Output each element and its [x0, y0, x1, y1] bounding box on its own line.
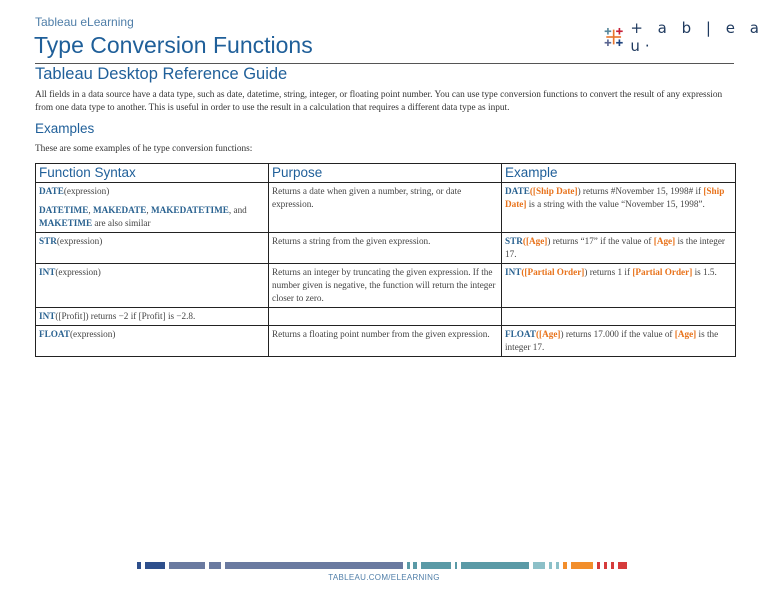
table-header-row: [36, 164, 736, 183]
purpose-cell: Returns a floating point number from the given expression.: [269, 326, 502, 357]
intro-paragraph: All fields in a data source have a data type, such as date, datetime, string, integer, or floating point number. You can use type conversion functions to convert the result of any expression from one data type to another. This is useful in order to use the result in a calculation that requires a different data type as input.: [35, 90, 723, 113]
example-cell: [502, 326, 736, 357]
example-text: ) returns 17.000 if the value of: [560, 329, 675, 339]
table-row-float: [36, 326, 736, 357]
footer-bar-segment: [421, 562, 451, 569]
example-field: [Age]: [653, 236, 676, 246]
header-example: Example: [502, 164, 736, 183]
syntax-cell: [36, 183, 269, 233]
example-cell: [502, 308, 736, 326]
footer-bar-segment: [461, 562, 529, 569]
example-cell: [502, 264, 736, 308]
function-arg: (expression): [56, 236, 103, 246]
syntax-cell: [36, 326, 269, 357]
footer-bar-segment: [604, 562, 607, 569]
example-field: [Ship Date]: [532, 186, 578, 196]
example-cell: [502, 233, 736, 264]
similar-function: DATETIME: [39, 205, 89, 215]
footer-bar-segment: [549, 562, 552, 569]
footer-bar-segment: [225, 562, 403, 569]
example-text: is 1.5.: [692, 267, 717, 277]
purpose-cell: Returns an integer by truncating the given expression. If the number given is negative, the function will return the integer closer to zero.: [269, 264, 502, 308]
example-field: [Partial Order]: [632, 267, 693, 277]
function-arg: (expression): [69, 329, 116, 339]
tableau-wordmark: + a b | e a u·: [630, 19, 764, 55]
example-paren: (: [535, 329, 540, 339]
example-paren: (: [521, 267, 525, 277]
table-row-int-example: [36, 308, 736, 326]
example-text: ) returns “17” if the value of: [547, 236, 654, 246]
examples-heading: Examples: [35, 121, 95, 136]
footer-bar-segment: [455, 562, 457, 569]
title-divider: [35, 63, 734, 64]
footer-bar-segment: [169, 562, 205, 569]
example-field: [Age]: [539, 329, 561, 339]
table-row-date: [36, 183, 736, 233]
purpose-cell: [269, 308, 502, 326]
example-function: INT: [505, 267, 522, 277]
separator: ,: [146, 205, 151, 215]
page-title: Type Conversion Functions: [34, 32, 313, 58]
syntax-cell: [36, 233, 269, 264]
footer-bar-segment: [145, 562, 165, 569]
example-text: is a string with the value “November 15, 1998”.: [526, 199, 705, 209]
footer-bar-segment: [209, 562, 221, 569]
example-text: ) returns #November 15, 1998# if: [577, 186, 704, 196]
example-text: ) returns 1 if: [584, 267, 633, 277]
footer-bar-segment: [563, 562, 567, 569]
footer-bar-segment: [618, 562, 627, 569]
footer-bar-segment: [137, 562, 141, 569]
subtitle: Tableau Desktop Reference Guide: [35, 65, 288, 83]
footer-elearning-link[interactable]: TABLEAU.COM/ELEARNING: [328, 573, 440, 582]
eyebrow-label: Tableau eLearning: [35, 15, 134, 29]
example-field: [Ship Date]: [505, 186, 725, 209]
function-name: DATE: [39, 186, 64, 196]
function-name: INT: [39, 267, 56, 277]
header-purpose: Purpose: [269, 164, 502, 183]
footer-bar-segment: [533, 562, 545, 569]
example-paren: (: [522, 236, 526, 246]
tableau-logo-icon: [603, 24, 624, 50]
separator: , and: [228, 205, 247, 215]
function-example-text: ([Profit]) returns −2 if [Profit] is −2.8.: [55, 311, 196, 321]
table-row-str: [36, 233, 736, 264]
purpose-cell: Returns a string from the given expression.: [269, 233, 502, 264]
syntax-cell: [36, 264, 269, 308]
function-name: FLOAT: [39, 329, 70, 339]
function-arg: (expression): [55, 267, 101, 277]
examples-lead: These are some examples of he type conversion functions:: [35, 144, 253, 154]
footer-bar-segment: [556, 562, 559, 569]
footer-bar-segment: [413, 562, 417, 569]
example-function: FLOAT: [505, 329, 536, 339]
example-field: [Partial Order]: [524, 267, 585, 277]
separator: ,: [88, 205, 93, 215]
similar-note: are also similar: [92, 218, 151, 228]
function-arg: (expression): [63, 186, 110, 196]
similar-function: MAKEDATETIME: [150, 205, 229, 215]
similar-function: MAKETIME: [39, 218, 93, 228]
example-paren: (: [529, 186, 533, 196]
example-text: is the integer 17.: [505, 329, 719, 352]
example-function: STR: [505, 236, 523, 246]
syntax-cell: [36, 308, 269, 326]
footer-bar-segment: [571, 562, 593, 569]
example-text: is the integer 17.: [505, 236, 725, 259]
similar-function: MAKEDATE: [92, 205, 147, 215]
footer-bar-segment: [611, 562, 614, 569]
tableau-logo: [603, 19, 768, 55]
example-cell: [502, 183, 736, 233]
reference-table: [35, 163, 736, 357]
footer-bar-segment: [407, 562, 410, 569]
purpose-cell: Returns a date when given a number, string, or date expression.: [269, 183, 502, 233]
example-field: [Age]: [674, 329, 697, 339]
table-row-int: [36, 264, 736, 308]
example-function: DATE: [505, 186, 530, 196]
header-function-syntax: Function Syntax: [36, 164, 269, 183]
function-name: STR: [39, 236, 57, 246]
example-field: [Age]: [525, 236, 548, 246]
spacer: [39, 198, 265, 204]
footer-bar-segment: [597, 562, 600, 569]
function-name: INT: [39, 311, 56, 321]
